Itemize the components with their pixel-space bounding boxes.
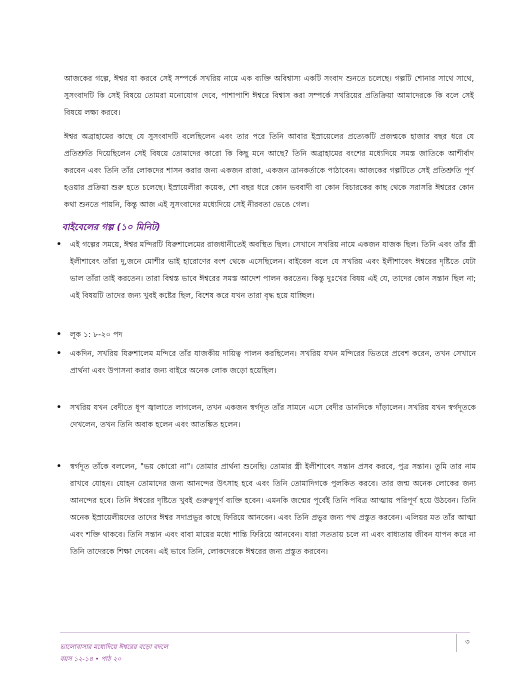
page-number: ৩ bbox=[465, 638, 470, 646]
intro-paragraph: আজকের গল্পে, ঈশ্বর যা করবে সেই সম্পর্কে সখরিয় নামে এক ব্যক্তি অবিশ্বাস্য একটি সংবাদ শুনতে চলেছে। গল্পটি শোনার সাথে সাথে, সুসংবাদটি কি সেই বিষয়ে তোমরা মনোযোগ দেবে, পাশাপাশি ঈশ্বরে বিশ্বাস করা সম্পর্কে সখরিয়ের প্রতিক্রিয়া আমাদেরকে কি বলে সেই বিষয়ে লক্ষ্য করবে। bbox=[64, 74, 474, 117]
list-item: • একদিন, সখরিয় যিরুশালেম মন্দিরে তাঁর যাজকীয় দায়িত্ব পালন করছিলেন। সখরিয় যখন মন্দিরের ভিতরে প্রবেশ করেন, তখন সেখানে প্রার্থনা এবং উপাসনা করার জন্য বাইরে অনেক লোক জড়ো হয়েছিল। bbox=[56, 345, 476, 379]
list-item: • এই গল্পের সময়ে, ঈশ্বর মন্দিরটি যিরুশালেমের রাজধানীতেই অবস্থিত ছিল। সেখানে সখরিয় নামে একজন যাজক ছিল। তিনি এবং তাঁর স্ত্রী ইলীশাবেৎ তাঁরা দু,জনে মোশীর ভাই হারোণের বংশ থেকে এসেছিলেন। বাইবেল বলে যে সখরিয় এবং ইলীশাবেৎ ঈশ্বরের দৃষ্টিতে যেটা ভাল তাঁরা তাই করতেন। তারা বিশ্বস্ত ভাবে ঈশ্বরের সমস্ত আদেশ পালন করতেন। কিন্তু দুঃখের বিষয় এই যে, তাদের কোন সন্তান ছিল না; এই বিষয়টি তাদের জন্য খুবই কষ্টের ছিল, বিশেষ করে যখন তারা বৃদ্ধ হয়ে যাচ্ছিল। bbox=[56, 236, 476, 304]
footer-divider bbox=[60, 632, 470, 633]
list-item: • লূক ১: ৮-২০ পদ bbox=[56, 326, 476, 343]
bullet-list bbox=[56, 236, 476, 560]
list-item: • স্বর্গদূত তাঁকে বললেন, "ভয় কোরো না"। তোমার প্রার্থনা শুনেছি। তোমার স্ত্রী ইলীশাবেৎ সন্তান প্রসব করবে, পুত্র সন্তান। তুমি তার নাম রাখবে যোহন। যোহন তোমাদের জন্য আনন্দের উৎসাহ হবে এবং তিনি তোমাদিগকে পুলকিত করবে। তার জন্ম অনেক লোকের জন্য আনন্দের হবে। তিনি ঈশ্বরের দৃষ্টিতে খুবই গুরুত্বপূর্ণ ব্যক্তি হবেন। এমনকি জন্মের পূর্বেই তিনি পবিত্র আত্মায় পরিপূর্ণ হয়ে উঠবেন। তিনি অনেক ইস্রায়েলীয়দের তাদের ঈশ্বর সদাপ্রভুর কাছে ফিরিয়ে আনবেন। এবং তিনি প্রভুর জন্য পথ প্রস্তুত করবেন। এলিয়র মত তাঁর আত্মা এবং শক্তি থাকবে। তিনি সন্তান এবং বাবা মায়ের মধ্যে শান্তি ফিরিয়ে আনবেন। যারা সততায় চলে না এবং বাধ্যতায় জীবন যাপন করে না তিনি তাদেরকে শিক্ষা দেবেন। এই ভাবে তিনি, লোকদেরকে ঈশ্বরের জন্য প্রস্তুত করবেন। bbox=[56, 458, 476, 560]
list-item: • সখরিয় যখন বেদীতে ধূপ জ্বালাতে লাগলেন, তখন একজন স্বর্গদূত তাঁর সামনে এসে বেদীর ডানদিকে দাঁড়ালেন। সখরিয় যখন স্বর্গদূতকে দেখলেন, তখন তিনি অবাক হলেন এবং আতঙ্কিত হলেন। bbox=[56, 399, 476, 433]
page-number-box bbox=[456, 634, 477, 652]
background-paragraph: ঈশ্বর অব্রাহামের কাছে যে সুসংবাদটি বলেছিলেন এবং তার পরে তিনি আবার ইস্রায়েলের প্রত্যেকটি প্রজন্মকে হাজার বছর ধরে যে প্রতিশ্রুতি দিয়েছিলেন সেই বিষয়ে তোমাদের কারো কি কিছু মনে আছে? তিনি অব্রাহামের বংশের মধ্যেদিয়ে সমস্ত জাতিকে আশীর্বাদ করবেন এবং তিনি তাঁর লোকদের শাসন করার জন্য একজন রাজা, একজন ত্রানকর্তাকে পাঠাবেন। আজকের গল্পটিতে সেই প্রতিশ্রুতি পূর্ণ হওয়ার প্রক্রিয়া শুরু হতে চলেছে। ইস্রায়েলীরা কয়েক, শো বছর ধরে কোন ভববাদী বা কোন বিচারকের কাছ থেকে সরাসরি ঈশ্বরের কোন কথা শুনতে পায়নি, কিন্তু আজ এই সুসংবাদের মধ্যেদিয়ে সেই নীরবতা ভেঙে গেল। bbox=[64, 132, 474, 209]
section-heading: বাইবেলের গল্প (১০ মিনিট) bbox=[62, 223, 161, 233]
footer-title: ভালোবাসার মধ্যেদিয়ে ঈশ্বরের বড়ো বদলে bbox=[60, 643, 169, 651]
footer-subtitle: বয়স ১২-১৪ • পাঠ ২০ bbox=[60, 655, 122, 663]
